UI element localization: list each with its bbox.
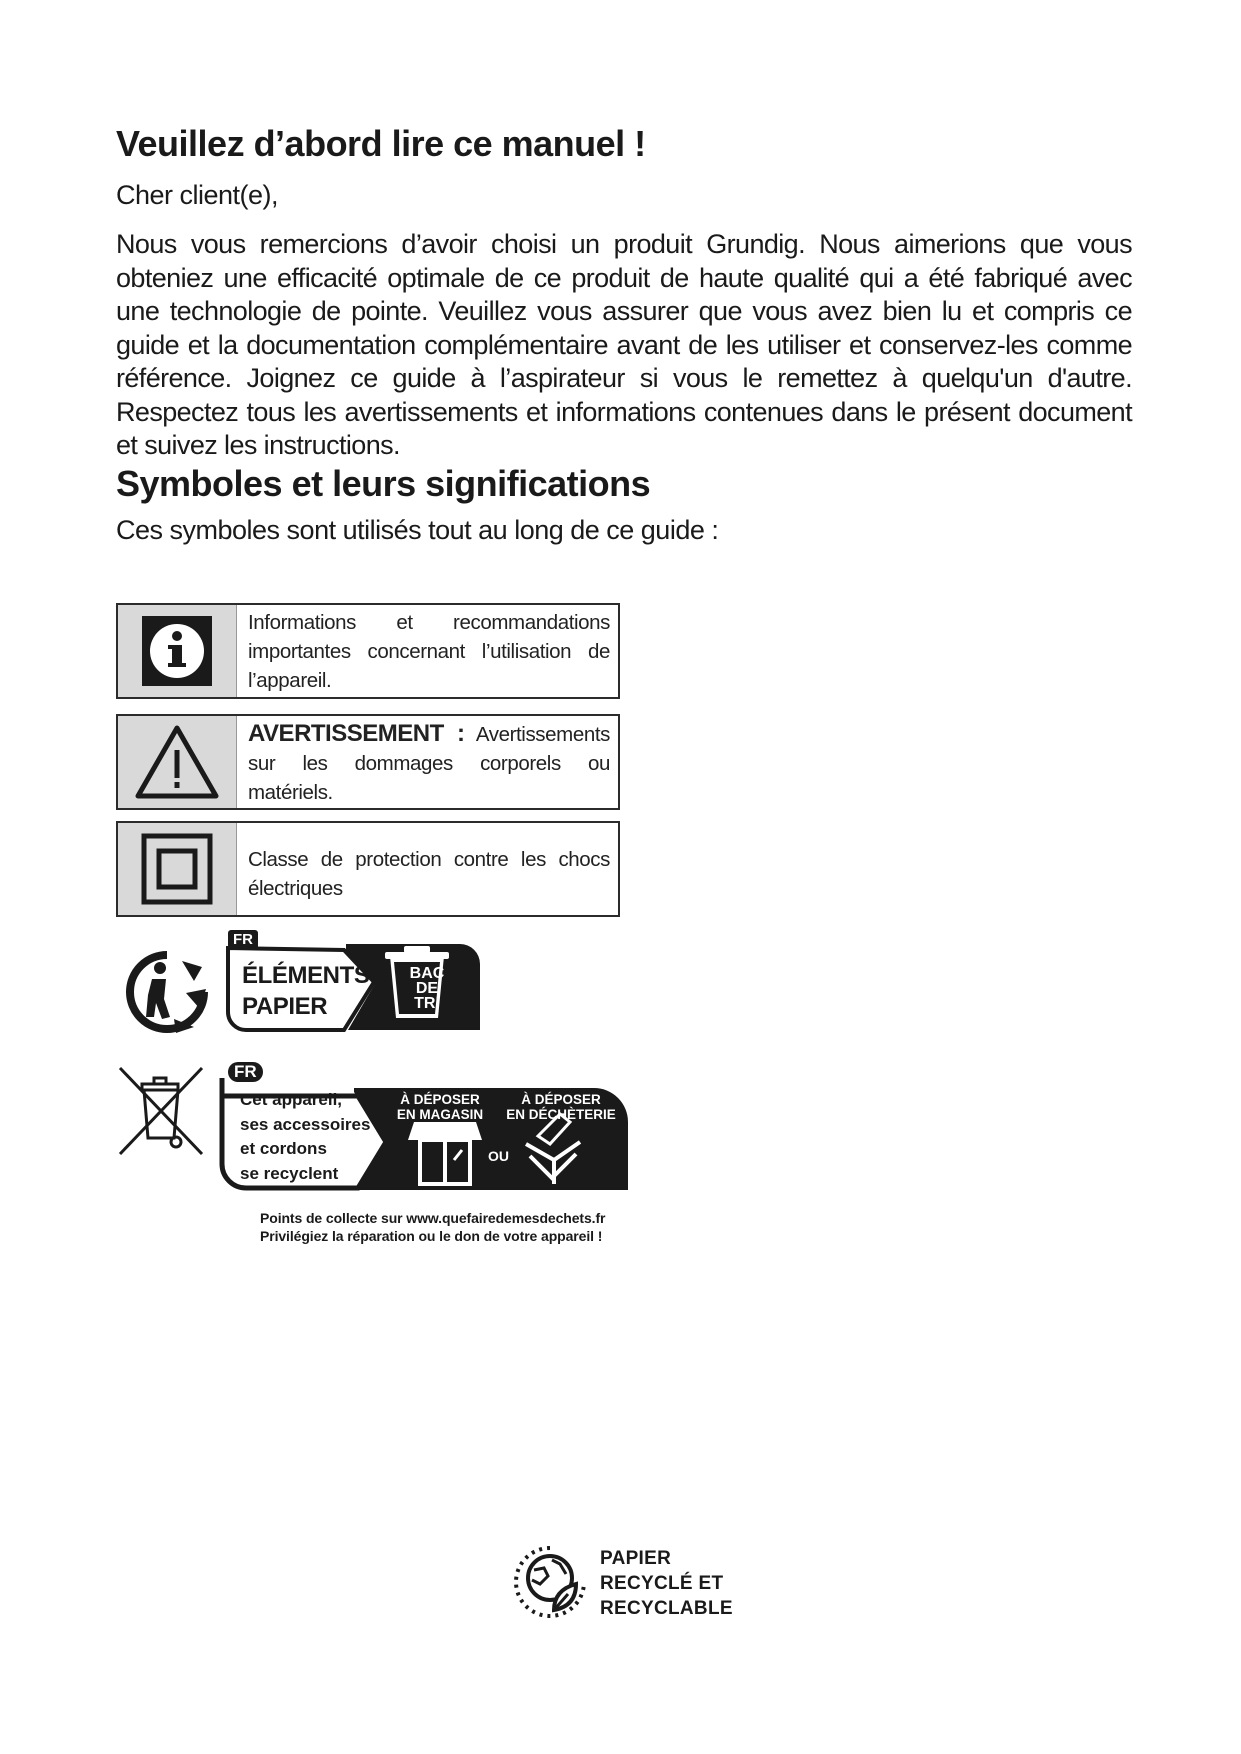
dump-option-line-2: EN DÉCHÈTERIE (506, 1107, 616, 1122)
symbol-row-protection-class (116, 821, 620, 917)
symbols-title: Symboles et leurs significations (116, 463, 651, 504)
fr-tag-appliance: FR (228, 1062, 263, 1082)
greeting: Cher client(e), (116, 180, 279, 210)
warning-triangle-icon (134, 724, 220, 800)
paper-label-line-3: RECYCLABLE (600, 1598, 733, 1619)
collection-points-note: Points de collecte sur www.quefairedemesdechets.fr (260, 1210, 606, 1226)
triman-recycle-icon (124, 949, 210, 1035)
recycled-paper-icon (510, 1542, 590, 1622)
appliance-line-2: ses accessoires (240, 1114, 371, 1134)
crossed-bin-icon (116, 1066, 206, 1156)
appliance-line-3: et cordons (240, 1139, 327, 1158)
warning-text: Avertissements sur les dommages corporels ou matériels. (248, 723, 610, 804)
triman-logos (116, 926, 636, 1226)
repair-note: Privilégiez la réparation ou le don de votre appareil ! (260, 1228, 603, 1244)
paper-label: PAPIER (242, 993, 328, 1020)
appliance-line-4: se recyclent (240, 1163, 339, 1183)
store-option-line-1: À DÉPOSER (400, 1092, 480, 1107)
double-square-icon (141, 833, 213, 905)
symbol-row-warning (116, 714, 620, 810)
or-label: OU (488, 1148, 509, 1164)
symbol-row-info (116, 603, 620, 699)
paper-label-line-2: RECYCLÉ ET (600, 1573, 724, 1594)
bin-text-tri: TRI (414, 995, 440, 1012)
store-option-line-2: EN MAGASIN (396, 1107, 484, 1122)
dump-option-line-1: À DÉPOSER (521, 1092, 601, 1107)
paper-elements-label: ÉLÉMENTS (242, 962, 370, 989)
paper-label-line-1: PAPIER (600, 1548, 672, 1569)
warning-label: AVERTISSEMENT : (248, 720, 465, 747)
symbols-intro: Ces symboles sont utilisés tout au long de ce guide : (116, 515, 719, 545)
bin-text-de: DE (415, 980, 439, 997)
appliance-line-1: Cet appareil, (240, 1090, 343, 1109)
protection-class-text: Classe de protection contre les chocs électriques (248, 848, 610, 900)
bin-text-bac: BAC (409, 965, 445, 982)
page-title: Veuillez d’abord lire ce manuel ! (116, 123, 646, 164)
info-icon (142, 616, 212, 686)
info-text: Informations et recommandations importantes concernant l’utilisation de l’appareil. (248, 611, 610, 692)
fr-tag-paper: FR (228, 930, 258, 950)
intro-paragraph: Nous vous remercions d’avoir choisi un produit Grundig. Nous aimerions que vous obteniez une efficacité optimale de ce produit de haute qualité qui a été fabriqué avec une technologie de pointe. Veuillez vous assurer que vous avez bien lu et compris ce guide et la documentation complémentaire avant de les utiliser et conservez-les comme référence. Joignez ce guide à l’aspirateur si vous le remettez à quelqu'un d'autre. Respectez tous les avertissements et informations contenues dans le présent document et suivez les instructions. (116, 229, 1132, 460)
